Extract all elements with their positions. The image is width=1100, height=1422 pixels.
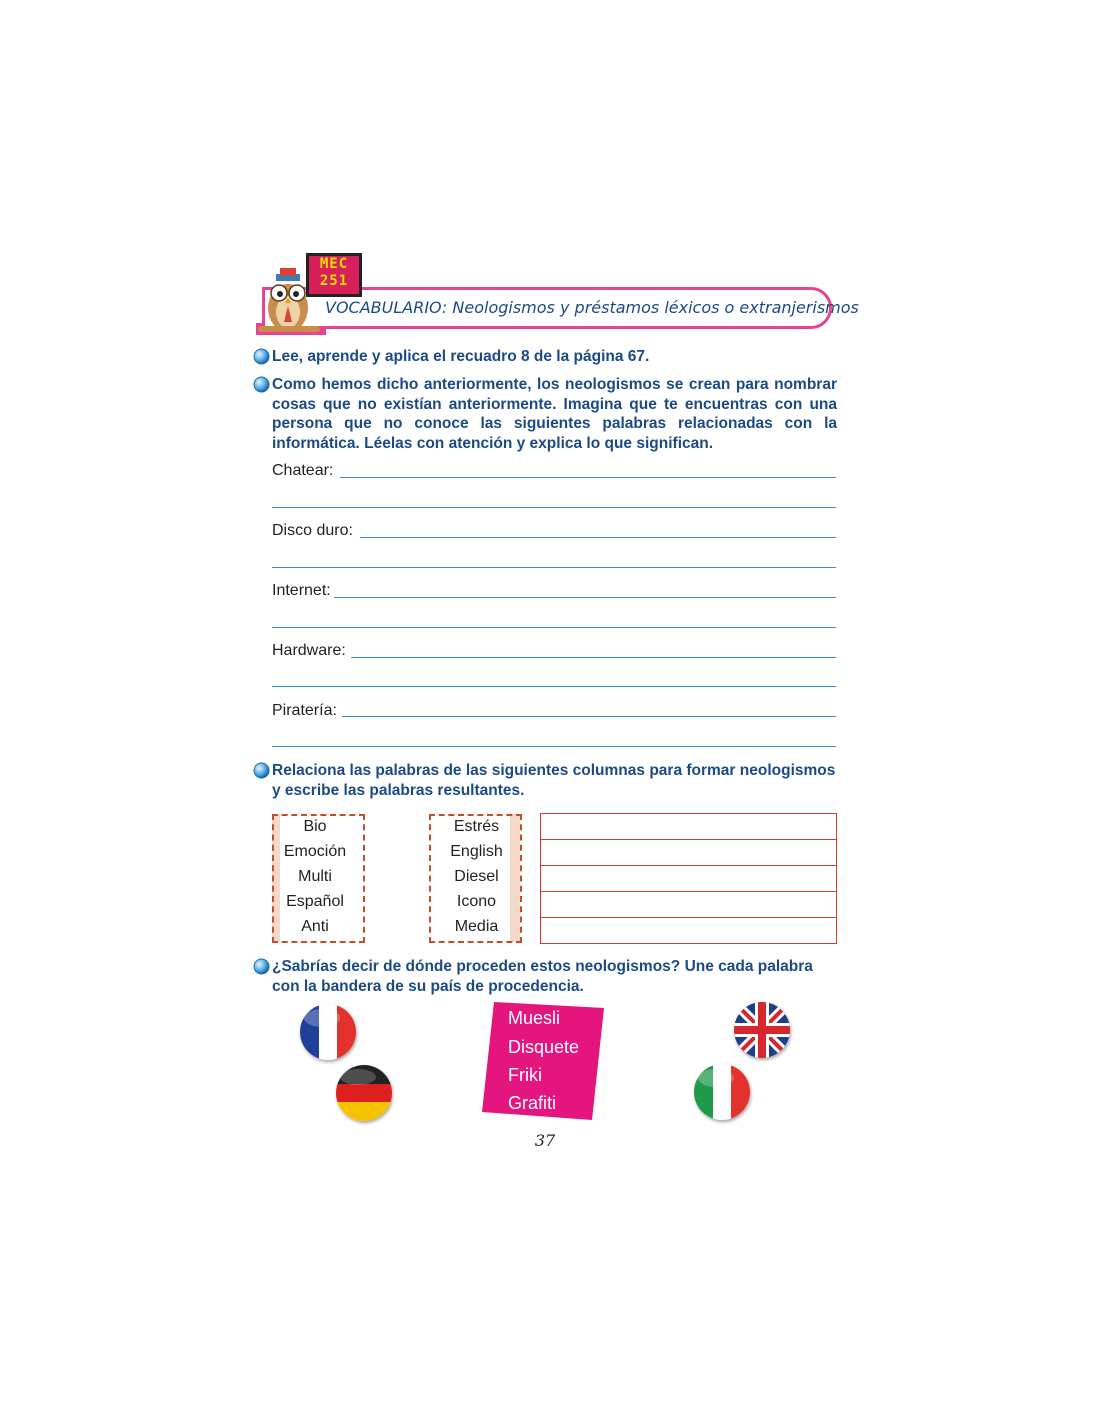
column-right-word[interactable]: Icono [456,893,497,910]
answer-row[interactable] [540,917,837,944]
column-left-word[interactable]: Español [286,893,344,910]
question-3-text: Relaciona las palabras de las siguientes columnas para formar neologismos y escribe las palabras resultantes. [272,762,836,799]
question-2-text: Como hemos dicho anteriormente, los neologismos se crean para nombrar cosas que no existían anteriormente. Imagina que te encuentras con una persona que no conoce las siguientes palabras relacionadas con la informática. Léelas con atención y explica lo que significan. [272,376,837,452]
answer-line[interactable] [334,597,836,598]
column-right-word[interactable]: Diesel [454,868,499,885]
answer-line[interactable] [351,657,836,658]
column-left-word[interactable]: Anti [301,918,329,935]
column-left-word[interactable]: Multi [298,868,332,885]
answer-row[interactable] [540,813,837,840]
answer-line[interactable] [272,507,836,508]
card-word[interactable]: Grafiti [508,1093,557,1113]
definition-label-chatear: Chatear: [272,462,334,479]
italy-flag-icon[interactable] [694,1064,750,1120]
logo-text [310,256,358,290]
answer-line[interactable] [272,627,836,628]
card-word[interactable]: Muesli [508,1008,561,1028]
logo-text-line1: MEC [319,256,349,272]
card-word[interactable]: Disquete [508,1037,580,1057]
bullet-icon [253,348,270,365]
question-4-text: ¿Sabrías decir de dónde proceden estos neologismos? Une cada palabra con la bandera de su país de procedencia. [272,958,813,995]
united-kingdom-flag-icon[interactable] [734,1002,790,1058]
bullet-icon [253,958,270,975]
question-1-text: Lee, aprende y aplica el recuadro 8 de la página 67. [272,348,650,365]
answer-line[interactable] [272,746,836,747]
column-right-word[interactable]: Media [454,918,499,935]
definition-label-hardware: Hardware: [272,642,346,659]
column-right-word[interactable]: Estrés [453,818,500,835]
definition-label-internet: Internet: [272,582,331,599]
answer-row[interactable] [540,839,837,866]
answer-line[interactable] [272,686,836,687]
answer-line[interactable] [360,537,836,538]
column-right-word[interactable]: English [450,843,503,860]
answer-table [540,813,837,944]
bullet-icon [253,376,270,393]
logo-text-line2: 251 [319,273,349,289]
answer-line[interactable] [272,567,836,568]
france-flag-icon[interactable] [300,1004,356,1060]
definition-label-disco-duro: Disco duro: [272,522,353,539]
column-left-word[interactable]: Emoción [283,843,347,860]
answer-line[interactable] [340,477,836,478]
column-left-word[interactable]: Bio [303,818,327,835]
bullet-icon [253,762,270,779]
page-number: 37 [534,1131,556,1150]
card-word[interactable]: Friki [508,1065,542,1085]
definition-label-pirateria: Piratería: [272,702,337,719]
answer-line[interactable] [342,716,836,717]
answer-row[interactable] [540,891,837,918]
answer-row[interactable] [540,865,837,892]
germany-flag-icon[interactable] [336,1065,392,1121]
section-title: VOCABULARIO: Neologismos y préstamos léxicos o extranjerismos [325,298,859,317]
